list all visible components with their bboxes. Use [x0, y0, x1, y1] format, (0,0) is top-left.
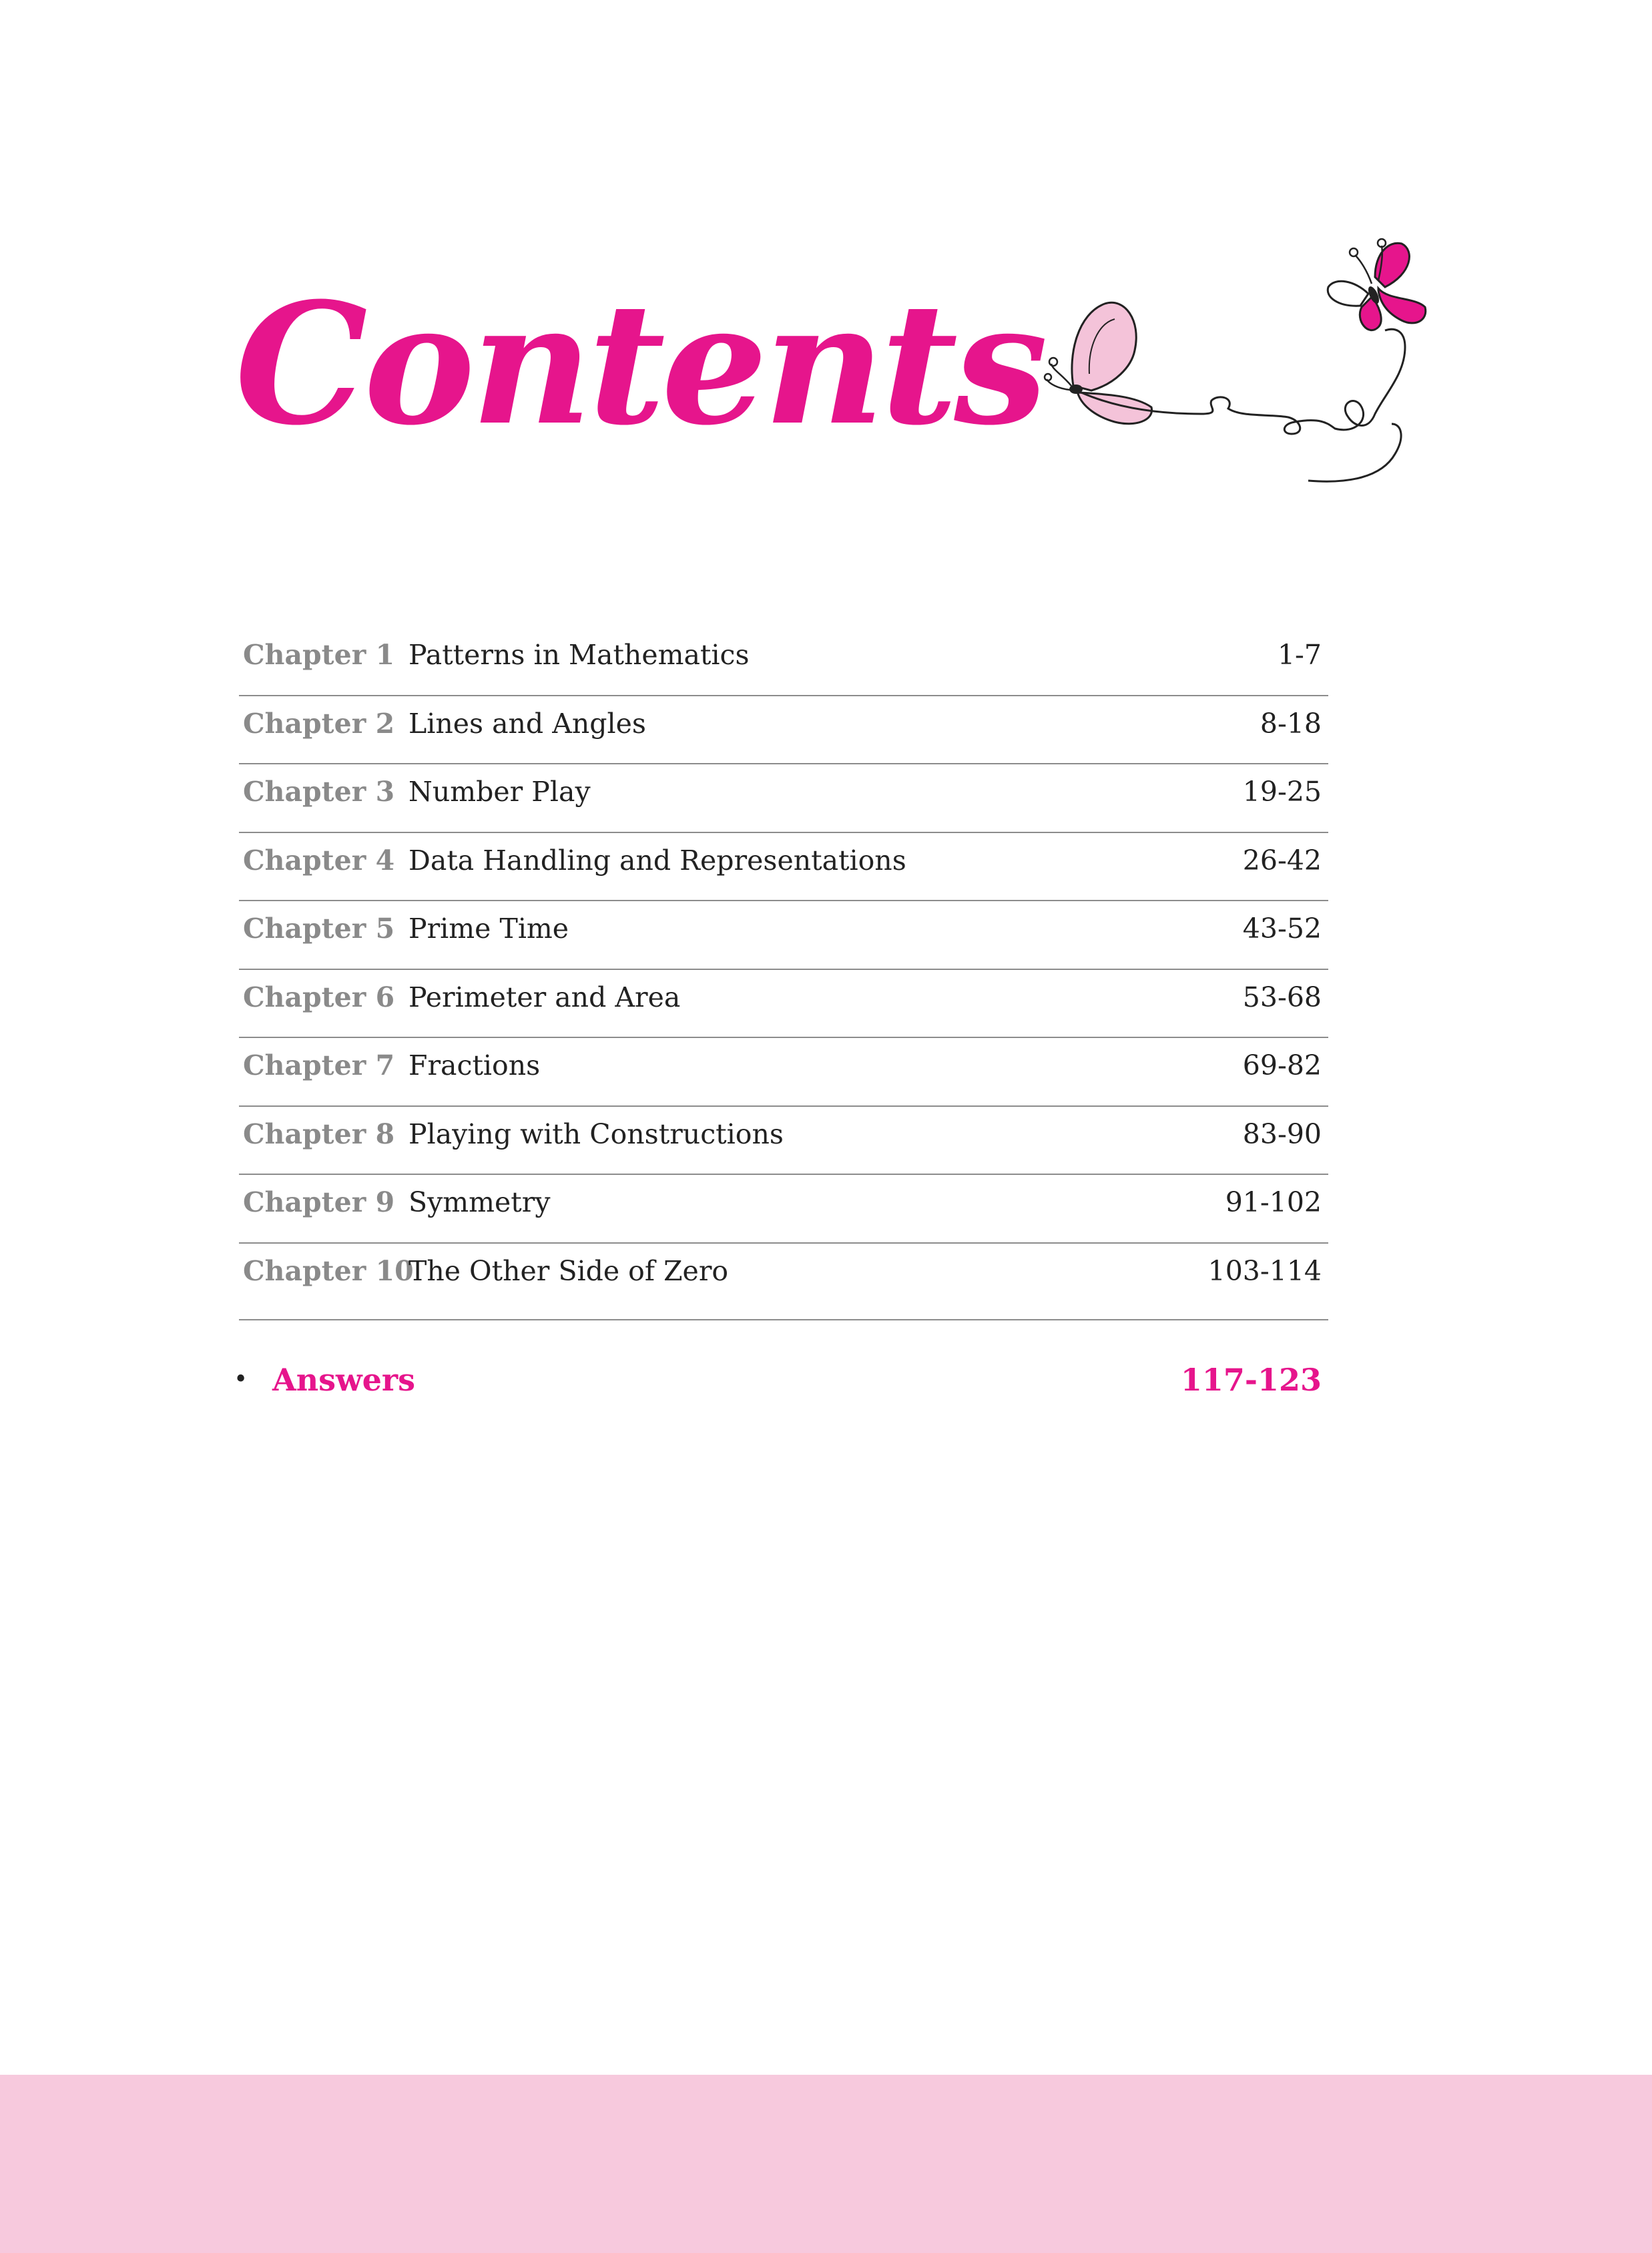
toc-row[interactable]	[239, 970, 1328, 1039]
page-title: Contents	[235, 266, 1045, 462]
right-butterfly-icon	[1328, 239, 1426, 330]
chapter-title: Perimeter and Area	[408, 981, 681, 1013]
chapter-number: Chapter 8	[243, 1117, 395, 1150]
chapter-pages: 53-68	[1242, 981, 1322, 1013]
chapter-number: Chapter 2	[243, 707, 395, 740]
left-butterfly-icon	[1045, 302, 1152, 423]
chapter-number: Chapter 5	[243, 913, 395, 945]
chapter-title: Patterns in Mathematics	[408, 639, 750, 671]
toc-row[interactable]	[239, 628, 1328, 696]
chapter-number: Chapter 9	[243, 1186, 395, 1218]
answers-entry[interactable]	[234, 1362, 1322, 1409]
chapter-pages: 1-7	[1277, 639, 1322, 671]
toc-row[interactable]	[239, 696, 1328, 765]
chapter-pages: 103-114	[1207, 1254, 1322, 1287]
chapter-number: Chapter 1	[243, 639, 395, 671]
chapter-title: Fractions	[408, 1049, 541, 1081]
answers-label: Answers	[272, 1362, 416, 1398]
chapter-pages: 91-102	[1225, 1186, 1322, 1218]
chapter-number: Chapter 7	[243, 1049, 395, 1081]
bullet-icon: •	[234, 1366, 248, 1393]
flight-trail-tail	[1308, 424, 1401, 481]
toc-row[interactable]	[239, 1244, 1328, 1320]
chapter-title: Playing with Constructions	[408, 1117, 784, 1150]
toc-row[interactable]	[239, 1038, 1328, 1107]
table-of-contents	[239, 628, 1328, 1320]
chapter-title: Prime Time	[408, 913, 569, 945]
chapter-number: Chapter 4	[243, 844, 395, 877]
chapter-number: Chapter 3	[243, 776, 395, 808]
answers-pages: 117-123	[1180, 1362, 1322, 1398]
chapter-title: Data Handling and Representations	[408, 844, 906, 877]
chapter-title: The Other Side of Zero	[408, 1254, 729, 1287]
chapter-pages: 69-82	[1242, 1049, 1322, 1081]
footer-band	[0, 2075, 1652, 2253]
chapter-number: Chapter 6	[243, 981, 395, 1013]
chapter-pages: 19-25	[1242, 776, 1322, 808]
butterflies-icon	[1041, 214, 1442, 494]
chapter-title: Number Play	[408, 776, 591, 808]
chapter-pages: 8-18	[1260, 707, 1322, 740]
toc-row[interactable]	[239, 1107, 1328, 1176]
chapter-number: Chapter 10	[243, 1254, 414, 1287]
toc-row[interactable]	[239, 1175, 1328, 1244]
chapter-title: Lines and Angles	[408, 707, 646, 740]
chapter-pages: 83-90	[1242, 1117, 1322, 1150]
chapter-pages: 43-52	[1242, 913, 1322, 945]
toc-row[interactable]	[239, 764, 1328, 833]
toc-row[interactable]	[239, 833, 1328, 902]
toc-row[interactable]	[239, 901, 1328, 970]
chapter-pages: 26-42	[1242, 844, 1322, 877]
chapter-title: Symmetry	[408, 1186, 551, 1218]
